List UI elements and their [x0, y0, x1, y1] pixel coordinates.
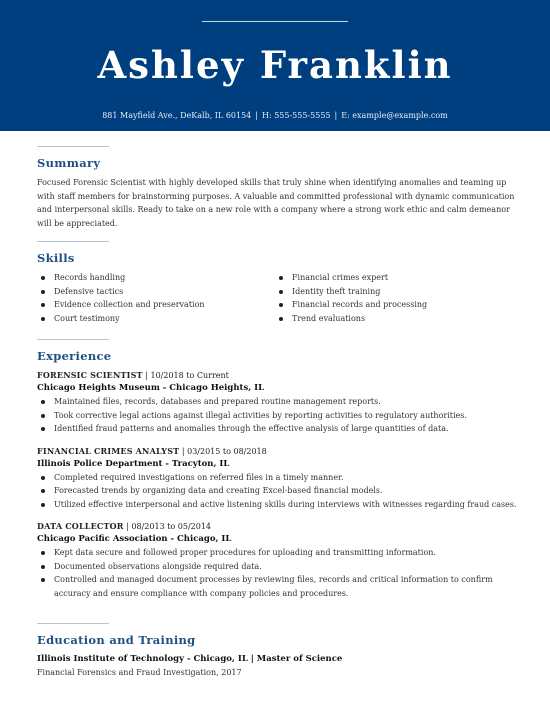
skill-item: Financial records and processing	[275, 298, 513, 312]
header-divider	[202, 21, 348, 22]
skills-section	[37, 241, 517, 325]
section-divider	[37, 623, 109, 624]
skill-item: Court testimony	[37, 312, 275, 326]
job-bullet: Completed required investigations on referred files in a timely manner.	[37, 471, 517, 485]
job-bullet: Maintained files, records, databases and prepared routine management reports.	[37, 395, 517, 409]
summary-section	[37, 146, 517, 230]
education-heading: Education and Training	[37, 633, 196, 647]
skills-columns	[37, 271, 517, 325]
contact-line	[0, 110, 550, 122]
address-text: 881 Mayfield Ave., DeKalb, IL 60154	[102, 111, 252, 120]
skill-item: Trend evaluations	[275, 312, 513, 326]
job-bullets	[37, 546, 517, 600]
job-dates: | 03/2015 to 08/2018	[181, 446, 267, 456]
phone-text: 555-555-5555	[274, 111, 331, 120]
job-entry	[37, 445, 517, 512]
summary-text: Focused Forensic Scientist with highly developed skills that truly shine when identifying anomalies and teaming up with staff members for brainstorming purposes. A valuable and committed professional with dynamic communication and interpersonal skills. Ready to take on a new role with a company where a strong work ethic and calm demeanor will be appreciated.	[37, 178, 515, 228]
summary-heading: Summary	[37, 156, 101, 170]
section-divider	[37, 241, 109, 242]
education-program: Financial Forensics and Fraud Investigation, 2017	[37, 668, 242, 677]
contact-separator: |	[334, 111, 338, 120]
experience-heading: Experience	[37, 349, 112, 363]
job-bullet: Forecasted trends by organizing data and creating Excel-based financial models.	[37, 484, 517, 498]
job-role: DATA COLLECTOR	[37, 521, 124, 531]
education-institution: Illinois Institute of Technology - Chicago, IL | Master of Science	[37, 654, 343, 664]
contact-separator: |	[255, 111, 258, 120]
job-entry	[37, 520, 517, 600]
job-employer: Chicago Heights Museum - Chicago Heights, IL	[37, 383, 265, 393]
skill-item: Evidence collection and preservation	[37, 298, 275, 312]
skill-item: Records handling	[37, 271, 275, 285]
job-bullet: Took corrective legal actions against illegal activities by reporting activities to regulatory authorities.	[37, 409, 517, 423]
job-entry	[37, 369, 517, 436]
candidate-name: Ashley Franklin	[97, 43, 453, 87]
education-section	[37, 623, 517, 679]
email-label: E:	[341, 111, 350, 120]
skills-heading: Skills	[37, 251, 75, 265]
job-dates: | 08/2013 to 05/2014	[126, 522, 212, 531]
job-bullet: Controlled and managed document processes by reviewing files, records and critical information to confirm accuracy and ensure compliance with company policies and procedures.	[37, 573, 517, 600]
job-title-line	[37, 445, 517, 458]
job-bullet: Utilized effective interpersonal and active listening skills during interviews with witnesses regarding fraud cases.	[37, 498, 517, 512]
experience-section	[37, 339, 517, 609]
job-bullet: Identified fraud patterns and anomalies through the effective analysis of large quantities of data.	[37, 422, 517, 436]
section-divider	[37, 146, 109, 147]
resume-header	[0, 0, 550, 131]
job-role: FORENSIC SCIENTIST	[37, 370, 143, 380]
skill-item: Defensive tactics	[37, 285, 275, 299]
phone-label: H:	[261, 111, 272, 120]
skills-left-column	[37, 271, 275, 325]
job-role: FINANCIAL CRIMES ANALYST	[37, 445, 180, 456]
skill-item: Identity theft training	[275, 285, 513, 299]
job-bullets	[37, 471, 517, 512]
email-text: example@example.com	[352, 111, 448, 120]
job-employer: Illinois Police Department - Tracyton, IL	[37, 458, 230, 469]
job-bullet: Documented observations alongside required data.	[37, 560, 517, 574]
job-title-line	[37, 520, 517, 533]
skills-right-column	[275, 271, 513, 325]
job-title-line	[37, 369, 517, 382]
section-divider	[37, 339, 109, 340]
job-bullet: Kept data secure and followed proper procedures for uploading and transmitting information.	[37, 546, 517, 560]
job-employer: Chicago Pacific Association - Chicago, IL	[37, 534, 232, 544]
job-bullets	[37, 395, 517, 436]
skill-item: Financial crimes expert	[275, 271, 513, 285]
job-dates: | 10/2018 to Current	[145, 371, 229, 380]
